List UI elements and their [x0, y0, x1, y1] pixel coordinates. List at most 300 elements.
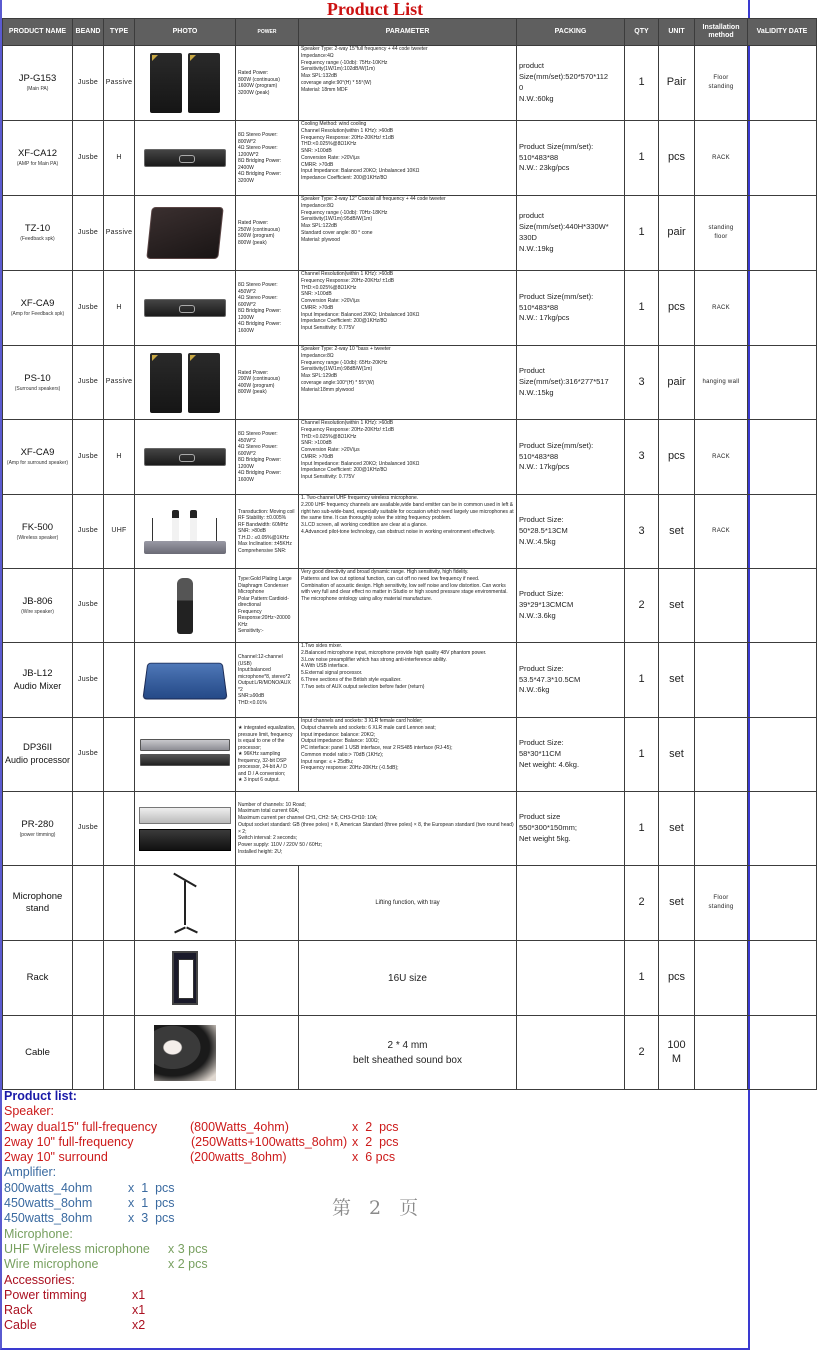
- brand-cell: [73, 866, 104, 941]
- text-line: 50*28.5*13CM: [519, 526, 568, 536]
- text-line: 400W (program): [238, 382, 275, 389]
- text-line: 4.Advanced pilot-tone technology, can obstruct noise in working environment effectively.: [301, 528, 496, 535]
- text-line: 4.With USB interface.: [301, 663, 349, 670]
- text-line: N.W.: 17kg/pcs: [519, 313, 570, 323]
- text-line: Input Sensitivity: 0.775V: [301, 325, 355, 331]
- amplifier-icon: [135, 448, 235, 466]
- speaker-pair-icon: [135, 353, 235, 413]
- text-line: Output impedance: Balance: 100Ω;: [301, 738, 379, 745]
- product-subtitle: (Wire speaker): [21, 608, 54, 615]
- text-line: N.W.:4.5kg: [519, 536, 556, 546]
- photo-cell: [135, 866, 236, 941]
- type-cell: [104, 643, 135, 718]
- photo-cell: [135, 495, 236, 569]
- text-line: Frequency response: 20Hz-20KHz (-0.5dB);: [301, 765, 399, 772]
- summary-accessories-label: Accessories:: [4, 1272, 75, 1287]
- product-name: JB-806: [22, 595, 53, 607]
- installation-cell: [695, 569, 748, 643]
- text-line: Input impedance: balance: 20KΩ;: [301, 731, 376, 738]
- product-subtitle: (AMP for Main PA): [16, 161, 59, 168]
- text-line: Type:Gold Plating Large Diaphragm Condenser Microphone: [238, 576, 292, 596]
- text-line: RF Stability: ±0.005%: [238, 515, 287, 522]
- text-line: Floor: [713, 895, 729, 901]
- text-line: Material: plywood: [301, 236, 340, 243]
- text-line: Transduction: Moving coil: [238, 508, 295, 515]
- qty-cell: 1: [625, 792, 659, 866]
- table-row: [3, 718, 817, 792]
- text-line: 7.Two sets of AUX output selection before fader (return): [301, 683, 425, 690]
- text-line: Output channels and sockets: 6 XLR male card Lennon seat;: [301, 724, 436, 731]
- text-line: N.W.:15kg: [519, 387, 554, 397]
- table-row: [3, 792, 817, 866]
- text-line: standing: [708, 225, 734, 231]
- power-cell: [236, 718, 299, 792]
- text-line: Cooling Method: wind cooling: [301, 121, 367, 127]
- text-line: product: [519, 211, 545, 221]
- text-line: Frequency Response: 20Hz-20KHz/ ±1dB: [301, 426, 395, 433]
- text-line: Frequency Response:20Hz~20000 KHz: [238, 608, 291, 628]
- text-line: Frequency Response: 20Hz-20KHz/ ±1dB: [301, 134, 395, 141]
- type-cell: [104, 1016, 135, 1090]
- text-line: Max SPL:132dB: [301, 73, 338, 79]
- photo-cell: [135, 941, 236, 1016]
- text-line: Input Impedance: Balanced 20KΩ; Unbalanced 10KΩ: [301, 460, 420, 467]
- text-line: Material: 18mm MDF: [301, 86, 348, 93]
- qty-cell: 3: [625, 495, 659, 569]
- text-line: Channel Resolution(within 1 KHz): >60dB: [301, 420, 394, 426]
- col-header-unit: UNIT: [659, 19, 695, 46]
- col-header-packing: PACKING: [517, 19, 625, 46]
- type-cell: [104, 718, 135, 792]
- text-line: Impedance:8Ω: [301, 352, 334, 359]
- text-line: RACK: [712, 304, 730, 311]
- text-line: 600W*2: [238, 450, 256, 457]
- text-line: Speaker Type: 2-way 15"full frequency + 44 code tweeter: [301, 46, 428, 52]
- text-line: The microphone ontology using alloy material manufacture.: [301, 596, 433, 602]
- text-line: Polar Pattern:Cardioid-directional: [238, 595, 289, 609]
- unit-cell: pair: [659, 196, 695, 271]
- packing-cell: [517, 643, 625, 718]
- text-line: RACK: [712, 154, 730, 161]
- text-line: 200W (continuous): [238, 376, 280, 382]
- text-line: CMRR: >70dB: [301, 304, 334, 311]
- text-line: 100: [667, 1038, 686, 1051]
- type-cell: H: [104, 271, 135, 346]
- text-line: Input Sensitivity: 0.775V: [301, 474, 355, 480]
- text-line: Size(mm/set):440H*330W*: [519, 222, 609, 232]
- packing-cell: [517, 346, 625, 420]
- text-line: Product Size(mm/set):: [519, 141, 594, 151]
- table-row: [3, 941, 817, 1016]
- text-line: Conversion Rate: >20V/μs: [301, 154, 360, 161]
- text-line: 800W (continuous): [238, 76, 280, 83]
- summary-accessories-item: Cable x2: [4, 1318, 146, 1333]
- text-line: SNR: >100dB: [301, 291, 332, 298]
- summary-amplifier-item: 450watts_8ohm x 3 pcs: [4, 1211, 175, 1226]
- product-name: Microphone stand: [12, 891, 63, 914]
- qty-cell: 1: [625, 121, 659, 196]
- unit-cell: set: [659, 495, 695, 569]
- page-title: Product List: [326, 0, 424, 19]
- text-line: THD:<0.01%: [238, 699, 267, 706]
- text-line: Size(mm/set):520*570*112: [519, 72, 609, 82]
- unit-cell: Pair: [659, 46, 695, 121]
- text-line: 1200W: [238, 463, 254, 470]
- photo-cell: [135, 46, 236, 121]
- text-line: Channel:12-channel (USB): [238, 654, 283, 667]
- text-line: Common model ratio:> 70dB (1KHz);: [301, 751, 384, 758]
- condenser-microphone-icon: [135, 578, 235, 634]
- photo-cell: [135, 271, 236, 346]
- text-line: Channel Resolution(within 1 KHz): >60dB: [301, 127, 394, 134]
- power-cell: [236, 420, 299, 495]
- power-cell: [236, 569, 299, 643]
- product-name-cell: [3, 495, 73, 569]
- text-line: 510*483*88: [519, 152, 559, 162]
- validity-cell: [748, 196, 817, 271]
- flight-case-rack-icon: [135, 951, 235, 1005]
- power-sequencer-icon: [135, 803, 235, 855]
- text-line: coverage angle:90°(H) * 55°(W): [301, 79, 372, 86]
- installation-cell: [695, 346, 748, 420]
- installation-cell: [695, 1016, 748, 1090]
- text-line: Installed height: 2U;: [238, 848, 283, 855]
- brand-cell: Jusbe: [73, 718, 104, 792]
- text-line: Product Size:: [519, 515, 564, 525]
- summary-speaker-label: Speaker:: [4, 1104, 55, 1119]
- product-name-cell: [3, 569, 73, 643]
- text-line: T.H.D.: ≤0.05%@1KHz: [238, 534, 289, 541]
- summary-microphone-item: Wire microphone x 2 pcs: [4, 1257, 208, 1272]
- unit-cell: set: [659, 569, 695, 643]
- brand-cell: Jusbe: [73, 643, 104, 718]
- text-line: 450W*2: [238, 437, 256, 444]
- product-name: JP-G153: [18, 73, 57, 85]
- power-cell: [236, 46, 299, 121]
- brand-cell: Jusbe: [73, 196, 104, 271]
- product-name-cell: [3, 792, 73, 866]
- type-cell: H: [104, 121, 135, 196]
- product-subtitle: (power timming): [19, 831, 56, 838]
- stage-monitor-icon: [135, 207, 235, 259]
- summary-heading: Product list:: [4, 1089, 77, 1103]
- text-line: 3.LCD screen, all working condition are clear at a glance.: [301, 522, 428, 528]
- summary-amplifier-item: 450watts_8ohm x 1 pcs: [4, 1196, 175, 1211]
- product-name-cell: [3, 420, 73, 495]
- text-line: Sensitivity(1W/1m):102dB/W(1m): [301, 66, 375, 73]
- parameter-cell: [299, 346, 517, 420]
- installation-cell: [695, 643, 748, 718]
- microphone-stand-icon: [135, 873, 235, 933]
- text-line: Size(mm/set):316*277*517: [519, 377, 609, 387]
- parameter-cell: [299, 420, 517, 495]
- installation-cell: [695, 196, 748, 271]
- unit-cell: pcs: [659, 941, 695, 1016]
- product-table: [2, 18, 817, 1090]
- text-line: SNR: >100dB: [301, 440, 332, 447]
- summary-speaker-item: 2way 10" full-frequency (250Watts+100watts_8ohm) x 2 pcs: [4, 1134, 399, 1149]
- unit-cell: [659, 1016, 695, 1090]
- brand-cell: Jusbe: [73, 569, 104, 643]
- text-line: 3.Low noise preamplifier which has strong anti-interference ability.: [301, 656, 447, 663]
- qty-cell: 2: [625, 569, 659, 643]
- text-line: 3200W (peak): [238, 89, 270, 96]
- type-cell: [104, 941, 135, 1016]
- text-line: 0: [519, 83, 524, 92]
- summary-amplifier-item: 800watts_4ohm x 1 pcs: [4, 1180, 175, 1195]
- text-line: N.W.: 23kg/pcs: [519, 163, 570, 173]
- installation-cell: [695, 941, 748, 1016]
- text-line: Product: [519, 366, 545, 376]
- text-line: 8Ω Stereo Power:: [238, 431, 278, 437]
- installation-cell: [695, 420, 748, 495]
- amplifier-icon: [135, 299, 235, 317]
- power-cell: [236, 866, 299, 941]
- validity-cell: [748, 718, 817, 792]
- type-cell: Passive: [104, 46, 135, 121]
- packing-cell: [517, 121, 625, 196]
- power-cell: [236, 643, 299, 718]
- col-header-product-name: PRODUCT NAME: [3, 19, 73, 46]
- text-line: Maximum total current 60A;: [238, 808, 300, 815]
- product-name-cell: [3, 866, 73, 941]
- text-line: CMRR: >70dB: [301, 453, 334, 460]
- speaker-cable-icon: [135, 1025, 235, 1081]
- qty-cell: 3: [625, 420, 659, 495]
- product-name-cell: [3, 941, 73, 1016]
- product-name: XF-CA9: [20, 298, 55, 310]
- text-line: 450W*2: [238, 288, 256, 295]
- col-header-brand: BEAND: [73, 19, 104, 46]
- validity-cell: [748, 643, 817, 718]
- validity-cell: [748, 941, 817, 1016]
- text-line: product: [519, 61, 545, 71]
- product-name: FK-500: [21, 521, 54, 533]
- table-row: [3, 495, 817, 569]
- type-cell: [104, 866, 135, 941]
- validity-cell: [748, 46, 817, 121]
- brand-cell: Jusbe: [73, 46, 104, 121]
- packing-cell: [517, 46, 625, 121]
- text-line: Input channels and sockets: 3 XLR female card holder;: [301, 718, 423, 724]
- text-line: 1200W*2: [238, 151, 259, 158]
- packing-cell: [517, 866, 625, 941]
- qty-cell: 3: [625, 346, 659, 420]
- validity-cell: [748, 495, 817, 569]
- product-name-cell: [3, 46, 73, 121]
- audio-processor-icon: [135, 739, 235, 771]
- type-cell: UHF: [104, 495, 135, 569]
- unit-cell: set: [659, 866, 695, 941]
- text-line: Conversion Rate: >20V/μs: [301, 298, 360, 304]
- product-name: PS-10: [24, 372, 51, 384]
- text-line: Number of channels: 10 Road;: [238, 801, 306, 808]
- text-line: RACK: [712, 453, 730, 460]
- validity-cell: [748, 420, 817, 495]
- text-line: 1600W: [238, 476, 254, 483]
- unit-cell: pair: [659, 346, 695, 420]
- product-name: DP36II: [22, 742, 53, 754]
- text-line: 1600W (program): [238, 83, 278, 89]
- text-line: 800W (peak): [238, 239, 267, 246]
- brand-cell: [73, 1016, 104, 1090]
- unit-cell: set: [659, 718, 695, 792]
- text-line: Product Size:: [519, 663, 564, 673]
- summary-accessories-item: Rack x1: [4, 1303, 146, 1318]
- text-line: 510*483*88: [519, 451, 559, 461]
- text-line: Channel Resolution(within 1 KHz): >60dB: [301, 271, 394, 277]
- text-line: 8Ω Bridging Power:: [238, 158, 282, 164]
- text-line: Frequency Response: 20Hz-20KHz/ ±1dB: [301, 277, 395, 284]
- text-line: 800W*2: [238, 138, 256, 145]
- table-row: [3, 46, 817, 121]
- text-line: M: [671, 1052, 682, 1065]
- parameter-cell: 16U size: [299, 941, 517, 1016]
- photo-cell: [135, 196, 236, 271]
- table-header-row: [3, 19, 817, 46]
- text-line: 550*300*150mm;: [519, 823, 577, 833]
- text-line: Very good directivity and broad dynamic range. High sensitivity, high fidelity.: [301, 569, 469, 575]
- col-header-parameter: PARAMETER: [299, 19, 517, 46]
- product-name-cell: [3, 718, 73, 792]
- table-row: [3, 1016, 817, 1090]
- text-line: 58*30*11CM: [519, 749, 561, 759]
- text-line: 6.Three sections of the British style equalizer.: [301, 676, 402, 683]
- text-line: Max SPL:129dB: [301, 373, 338, 379]
- audio-mixer-icon: [135, 661, 235, 699]
- validity-cell: [748, 271, 817, 346]
- unit-cell: pcs: [659, 271, 695, 346]
- text-line: Impedance Coefficient: 200@1KHz/8Ω: [301, 175, 387, 181]
- photo-cell: [135, 346, 236, 420]
- text-line: Switch interval: 2 seconds;: [238, 835, 298, 842]
- type-cell: [104, 792, 135, 866]
- photo-cell: [135, 569, 236, 643]
- text-line: CMRR: >70dB: [301, 161, 334, 168]
- packing-cell: [517, 1016, 625, 1090]
- page-number-watermark: 第 2 页: [332, 1197, 425, 1219]
- text-line: 500W (program): [238, 233, 275, 239]
- qty-cell: 1: [625, 941, 659, 1016]
- text-line: N.W.:6kg: [519, 685, 550, 695]
- parameter-cell: [299, 46, 517, 121]
- text-line: Sensitivity:-: [238, 628, 264, 635]
- text-line: RF Bandwidth: 60MHz: [238, 521, 289, 528]
- product-subtitle: Audio Mixer: [13, 680, 62, 691]
- validity-cell: [748, 346, 817, 420]
- installation-cell: [695, 718, 748, 792]
- brand-cell: Jusbe: [73, 495, 104, 569]
- text-line: 510*483*88: [519, 302, 559, 312]
- table-row: [3, 866, 817, 941]
- product-name: PR-280: [21, 818, 54, 830]
- parameter-cell: [299, 121, 517, 196]
- text-line: 8Ω Stereo Power:: [238, 282, 278, 288]
- unit-cell: pcs: [659, 420, 695, 495]
- text-line: Sensitivity(1W/1m):95dB/W(1m): [301, 216, 373, 223]
- parameter-cell: [299, 271, 517, 346]
- text-line: Speaker Type: 2-way 12" Coaxial all frequency + 44 code tweeter: [301, 196, 446, 202]
- text-line: Sensitivity(1W/1m):98dB/W(1m): [301, 366, 373, 373]
- text-line: 2400W: [238, 164, 254, 171]
- validity-cell: [748, 866, 817, 941]
- power-cell: [236, 1016, 299, 1090]
- power-cell: [236, 196, 299, 271]
- summary-amplifier-label: Amplifier:: [4, 1165, 57, 1180]
- text-line: SNR:≥90dB: [238, 693, 265, 699]
- qty-cell: 2: [625, 866, 659, 941]
- text-line: Rated Power:: [238, 220, 269, 226]
- text-line: Impedance:8Ω: [301, 202, 334, 209]
- text-line: Speaker Type: 2-way 10 "bass + tweeter: [301, 346, 391, 352]
- text-line: 3200W: [238, 177, 254, 184]
- text-line: 4Ω Bridging Power:: [238, 321, 282, 327]
- qty-cell: 1: [625, 718, 659, 792]
- product-subtitle: (Surround speakers): [14, 385, 61, 392]
- brand-cell: Jusbe: [73, 346, 104, 420]
- text-line: N.W.:3.6kg: [519, 610, 556, 620]
- text-line: Material:18mm plywood: [301, 386, 354, 393]
- text-line: Maximum current per channel CH1, CH2: 5A; CH3-CH10: 10A;: [238, 815, 378, 821]
- photo-cell: [135, 792, 236, 866]
- parameter-cell: [299, 643, 517, 718]
- text-line: 5.External signal processor.: [301, 670, 363, 676]
- power-cell: [236, 941, 299, 1016]
- table-row: [3, 271, 817, 346]
- text-line: Output socket standard: GB (three poles) × 8, American Standard (three poles) × 8, the European standard (two round head) × 2;: [238, 821, 514, 835]
- text-line: Rated Power:: [238, 70, 269, 76]
- text-line: 800W (peak): [238, 389, 267, 395]
- product-name-cell: [3, 196, 73, 271]
- product-subtitle: (Wireless speaker): [16, 534, 59, 541]
- text-line: hanging wall: [702, 379, 740, 385]
- text-line: PC interface: panel 1 USB interface, rear 2 RS485 interface (RJ-45);: [301, 745, 453, 751]
- product-name-cell: [3, 121, 73, 196]
- installation-cell: [695, 495, 748, 569]
- product-name-cell: [3, 1016, 73, 1090]
- text-line: Product Size:: [519, 738, 564, 748]
- photo-cell: [135, 718, 236, 792]
- table-row: [3, 121, 817, 196]
- text-line: coverage angle:100°(H) * 55°(W): [301, 379, 375, 386]
- text-line: Input Impedance: Balanced 20KΩ; Unbalanced 10KΩ: [301, 168, 420, 175]
- amplifier-icon: [135, 149, 235, 167]
- power-cell: [236, 121, 299, 196]
- text-line: Product Size(mm/set):: [519, 291, 594, 301]
- col-header-qty: QTY: [625, 19, 659, 46]
- text-line: Patterns and low cut optional function, can cut off no need low frequency if need.: [301, 575, 480, 582]
- table-row: [3, 196, 817, 271]
- parameter-cell: Lifting function, with tray: [299, 866, 517, 941]
- text-line: 8Ω Bridging Power:: [238, 457, 282, 463]
- power-cell: [236, 346, 299, 420]
- text-line: 4Ω Bridging Power:: [238, 171, 282, 177]
- text-line: 1.Two sides mixer.: [301, 643, 343, 649]
- text-line: standing: [708, 904, 734, 910]
- text-line: Impedance:4Ω: [301, 52, 334, 59]
- text-line: Output:L/R/MONO/AUX *2: [238, 680, 291, 693]
- text-line: 2.200 UHF frequency channels are available,wide band emitter can be in common used in left & right two sub-wide-band, especially suitable for occasion which need largely use microphones at the same time. It can thoroughly solve the string frequency problem.: [301, 501, 514, 522]
- table-row: [3, 420, 817, 495]
- text-line: Power supply: 110V / 220V 50 / 60Hz;: [238, 842, 323, 848]
- qty-cell: 1: [625, 271, 659, 346]
- brand-cell: Jusbe: [73, 121, 104, 196]
- text-line: Input:balanced microphone*8, stereo*2: [238, 667, 291, 680]
- brand-cell: Jusbe: [73, 271, 104, 346]
- text-line: THD:<0.025%@8Ω1KHz: [301, 433, 357, 440]
- product-subtitle: (Main PA): [26, 86, 49, 93]
- summary-microphone-item: UHF Wireless microphone x 3 pcs: [4, 1241, 208, 1256]
